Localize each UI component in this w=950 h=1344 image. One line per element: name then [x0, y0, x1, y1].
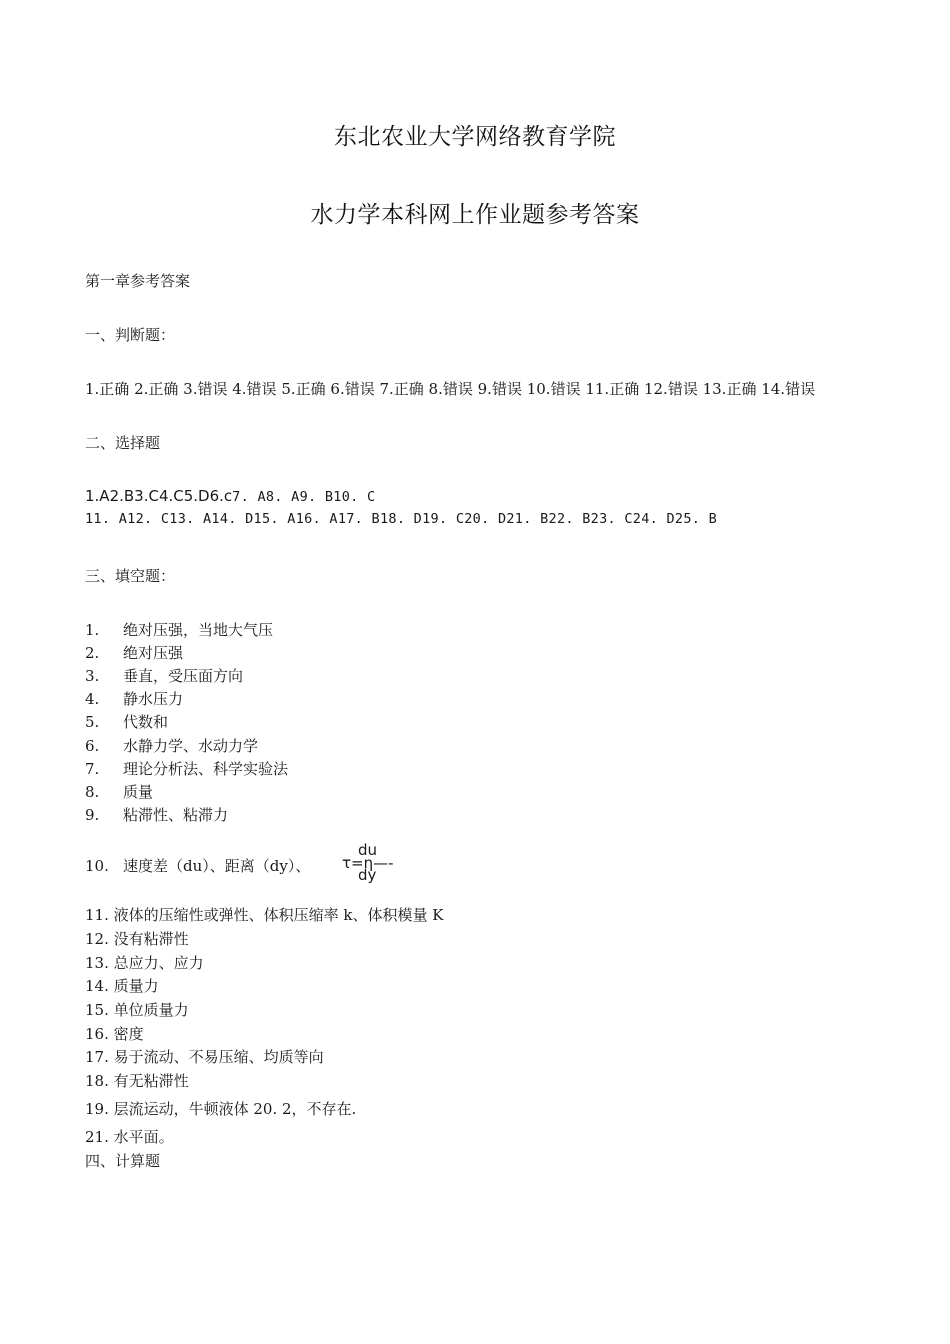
fill-item-number: 1.	[85, 621, 100, 639]
fill-item	[85, 804, 228, 825]
fill-item: 17. 易于流动、不易压缩、均质等向	[85, 1048, 324, 1066]
fill-item	[85, 688, 183, 709]
fill-item: 19. 层流运动，牛顿液体 20. 2，不存在.	[85, 1100, 357, 1118]
fill-item-text: 水静力学、水动力学	[123, 737, 259, 755]
fill-item-text: 绝对压强	[123, 644, 184, 662]
fill-item-text: 绝对压强，当地大气压	[123, 621, 274, 639]
document-subtitle: 水力学本科网上作业题参考答案	[310, 202, 640, 228]
fill-item	[85, 642, 183, 663]
formula-denominator: dy	[358, 866, 377, 884]
fill-item-number: 2.	[85, 644, 100, 662]
section-heading-fill-blank: 三、填空题：	[85, 567, 176, 585]
fill-item-text: 质量	[123, 783, 154, 801]
fill-item-text: 垂直，受压面方向	[123, 667, 244, 685]
section-heading-judgement: 一、判断题：	[85, 326, 176, 344]
fill-item-number: 10.	[85, 857, 109, 875]
fill-item-10	[85, 855, 310, 876]
choice-answers-part-b: 7. A8. A9. B10. C	[232, 489, 376, 505]
fill-item-text: 代数和	[123, 713, 169, 731]
fill-item: 11. 液体的压缩性或弹性、体积压缩率 k、体积模量 K	[85, 906, 444, 924]
fill-item	[85, 781, 153, 802]
formula-left: τ=η—-	[342, 854, 394, 872]
fill-item: 16. 密度	[85, 1025, 144, 1043]
choice-answers-part-a: 1.A2.B3.C4.C5.D6.c	[85, 487, 233, 505]
chapter-heading: 第一章参考答案	[85, 272, 191, 290]
fill-item: 13. 总应力、应力	[85, 954, 204, 972]
fill-item-number: 8.	[85, 783, 100, 801]
fill-item	[85, 665, 243, 686]
fill-item-number: 7.	[85, 760, 100, 778]
fill-item	[85, 711, 168, 732]
fill-item	[85, 758, 288, 779]
fill-item-number: 3.	[85, 667, 100, 685]
fill-item-number: 5.	[85, 713, 100, 731]
fill-item-number: 6.	[85, 737, 100, 755]
fill-item	[85, 619, 273, 640]
fill-item-number: 9.	[85, 806, 100, 824]
fill-item-text: 静水压力	[123, 690, 184, 708]
formula-numerator: du	[358, 841, 378, 859]
judgement-answers: 1.正确 2.正确 3.错误 4.错误 5.正确 6.错误 7.正确 8.错误 9.错误 10.错误 11.正确 12.错误 13.正确 14.错误	[85, 380, 816, 398]
fill-item-text: 粘滞性、粘滞力	[123, 806, 229, 824]
choice-answers-line-1	[85, 487, 375, 505]
fill-item: 14. 质量力	[85, 977, 159, 995]
fill-item-text: 理论分析法、科学实验法	[123, 760, 289, 778]
fill-item	[85, 735, 258, 756]
fill-item-text: 速度差（du）、距离（dy）、	[123, 857, 311, 875]
fill-item: 15. 单位质量力	[85, 1001, 189, 1019]
fill-item: 12. 没有粘滞性	[85, 930, 189, 948]
formula-fraction-bar: —-	[373, 854, 394, 872]
fill-item: 21. 水平面。	[85, 1128, 174, 1146]
section-heading-calculation: 四、计算题	[85, 1152, 161, 1170]
section-heading-choice: 二、选择题	[85, 434, 161, 452]
fill-item: 18. 有无粘滞性	[85, 1072, 189, 1090]
fill-item-number: 4.	[85, 690, 100, 708]
document-title: 东北农业大学网络教育学院	[334, 124, 616, 150]
choice-answers-line-2: 11. A12. C13. A14. D15. A16. A17. B18. D19. C20. D21. B22. B23. C24. D25. B	[85, 511, 718, 527]
